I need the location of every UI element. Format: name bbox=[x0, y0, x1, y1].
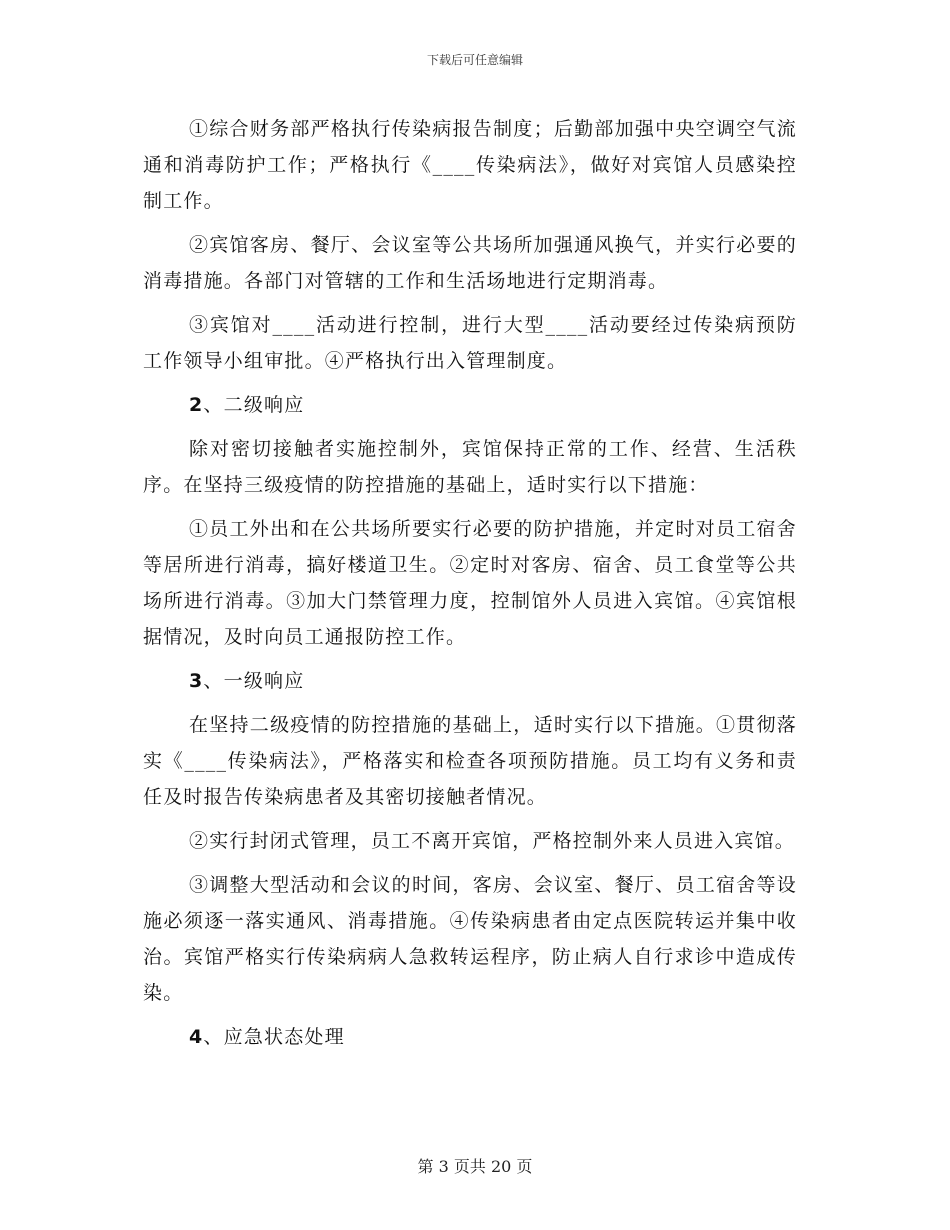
section-title-2: 、二级响应 bbox=[203, 394, 305, 416]
section-title-4: 、应急状态处理 bbox=[203, 1026, 345, 1048]
section-number-4: 4 bbox=[189, 1026, 204, 1048]
paragraph-6: 在坚持二级疫情的防控措施的基础上，适时实行以下措施。①贯彻落实《____传染病法》，严格落实和检查各项预防措施。员工均有义务和责任及时报告传染病患者及其密切接触者情况。 bbox=[143, 714, 797, 808]
section-heading-2 bbox=[143, 387, 797, 423]
page-header: 下载后可任意编辑 bbox=[426, 53, 523, 67]
section-title-3: 、一级响应 bbox=[203, 670, 305, 692]
page-footer: 第 3 页共 20 页 bbox=[417, 1157, 533, 1176]
paragraph-5: ①员工外出和在公共场所要实行必要的防护措施，并定时对员工宿舍等居所进行消毒，搞好楼道卫生。②定时对客房、宿舍、员工食堂等公共场所进行消毒。③加大门禁管理力度，控制馆外人员进入宾馆。④宾馆根据情况，及时向员工通报防控工作。 bbox=[143, 518, 797, 648]
section-number-3: 3 bbox=[189, 670, 204, 692]
section-number-2: 2 bbox=[189, 394, 204, 416]
document-body bbox=[143, 111, 797, 1063]
section-heading-3 bbox=[143, 663, 797, 699]
paragraph-4: 除对密切接触者实施控制外，宾馆保持正常的工作、经营、生活秩序。在坚持三级疫情的防控措施的基础上，适时实行以下措施： bbox=[143, 438, 797, 496]
paragraph-3: ③宾馆对____活动进行控制，进行大型____活动要经过传染病预防工作领导小组审批。④严格执行出入管理制度。 bbox=[143, 314, 797, 372]
paragraph-1: ①综合财务部严格执行传染病报告制度；后勤部加强中央空调空气流通和消毒防护工作；严格执行《____传染病法》，做好对宾馆人员感染控制工作。 bbox=[143, 118, 797, 212]
paragraph-8: ③调整大型活动和会议的时间，客房、会议室、餐厅、员工宿舍等设施必须逐一落实通风、消毒措施。④传染病患者由定点医院转运并集中收治。宾馆严格实行传染病病人急救转运程序，防止病人自行求诊中造成传染。 bbox=[143, 874, 797, 1004]
section-heading-4 bbox=[143, 1019, 797, 1055]
paragraph-7: ②实行封闭式管理，员工不离开宾馆，严格控制外来人员进入宾馆。 bbox=[189, 830, 796, 852]
paragraph-2: ②宾馆客房、餐厅、会议室等公共场所加强通风换气，并实行必要的消毒措施。各部门对管辖的工作和生活场地进行定期消毒。 bbox=[143, 234, 797, 292]
